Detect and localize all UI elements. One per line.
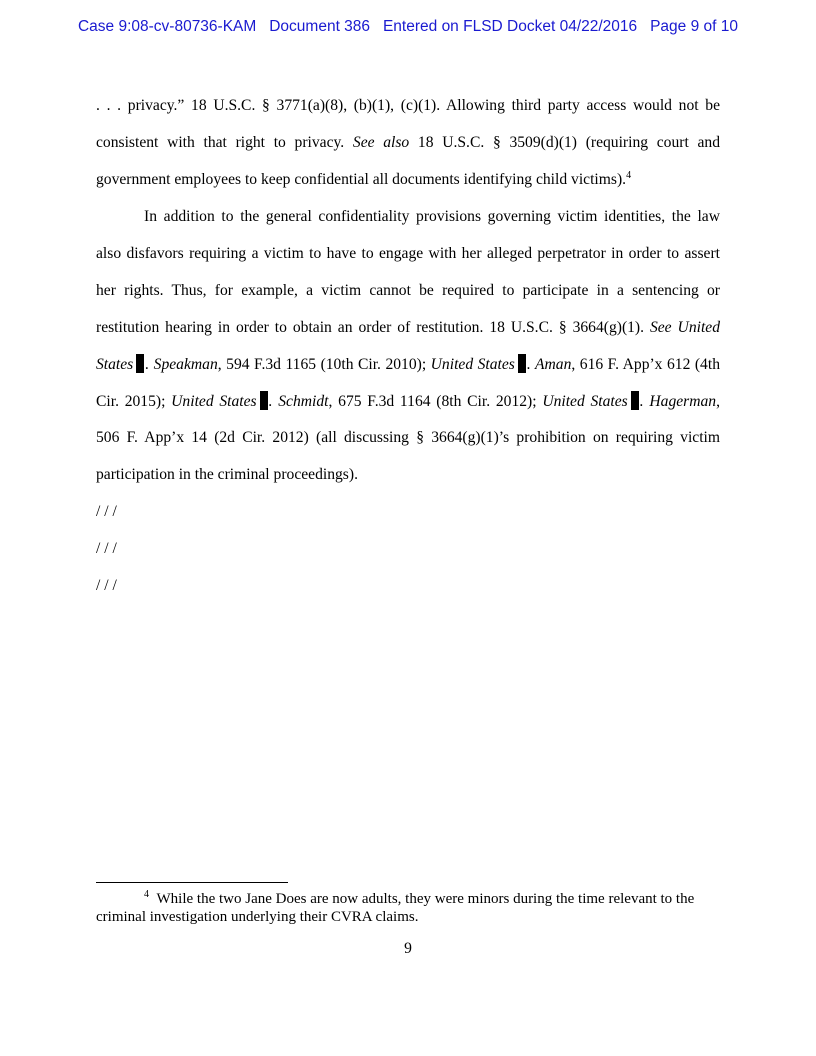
- redaction-box: [260, 391, 268, 410]
- footnote-number: 4: [144, 889, 149, 900]
- footnote-line: criminal investigation underlying their CVRA claims.: [96, 909, 419, 925]
- case-number: Case 9:08-cv-80736-KAM: [77, 18, 257, 35]
- text-line: also disfavors requiring a victim to have to engage with her alleged perpetrator in order to assert: [96, 245, 720, 262]
- text-line: government employees to keep confidential all documents identifying child victims).$^4$: [96, 170, 632, 188]
- text-line: 506 F. App’x 14 (2d Cir. 2012) (all discussing § 3664(g)(1)’s prohibition on requiring victim: [96, 429, 720, 446]
- page-number: 9: [404, 940, 412, 957]
- footnote-reference: 4: [626, 170, 632, 181]
- redaction-box: [631, 391, 639, 410]
- text-line: Cir. 2015); United States . Schmidt, 675 F.3d 1164 (8th Cir. 2012); United States . Hagerman,: [96, 393, 720, 410]
- text-line: In addition to the general confidentiality provisions governing victim identities, the law: [144, 208, 720, 225]
- section-separator: / / /: [96, 503, 117, 520]
- text-line: participation in the criminal proceedings).: [96, 466, 358, 483]
- text-line: . . . privacy.” 18 U.S.C. § 3771(a)(8), (b)(1), (c)(1). Allowing third party access would not be: [96, 97, 720, 114]
- signal-see-also: See also: [352, 134, 410, 151]
- page-count: Page 9 of 10: [650, 18, 739, 35]
- footnote: [96, 890, 720, 926]
- text-line: consistent with that right to privacy. See also 18 U.S.C. § 3509(d)(1) (requiring court and: [96, 134, 720, 151]
- text-line: her rights. Thus, for example, a victim cannot be required to participate in a sentencing or: [96, 282, 720, 299]
- document-number: Document 386: [269, 18, 371, 35]
- redaction-box: [136, 354, 144, 373]
- section-separator: / / /: [96, 540, 117, 557]
- footnote-divider: [96, 882, 288, 883]
- text-line: States . Speakman, 594 F.3d 1165 (10th Cir. 2010); United States . Aman, 616 F. App’x 612 (4th: [96, 356, 720, 373]
- section-separator: / / /: [96, 577, 117, 594]
- docket-entry: Entered on FLSD Docket 04/22/2016: [382, 18, 638, 35]
- text-line: restitution hearing in order to obtain an order of restitution. 18 U.S.C. § 3664(g)(1). See United: [96, 319, 720, 336]
- redaction-box: [518, 354, 526, 373]
- docket-header: [0, 18, 816, 36]
- footnote-line: $^4$ While the two Jane Does are now adults, they were minors during the time relevant to the: [144, 889, 695, 907]
